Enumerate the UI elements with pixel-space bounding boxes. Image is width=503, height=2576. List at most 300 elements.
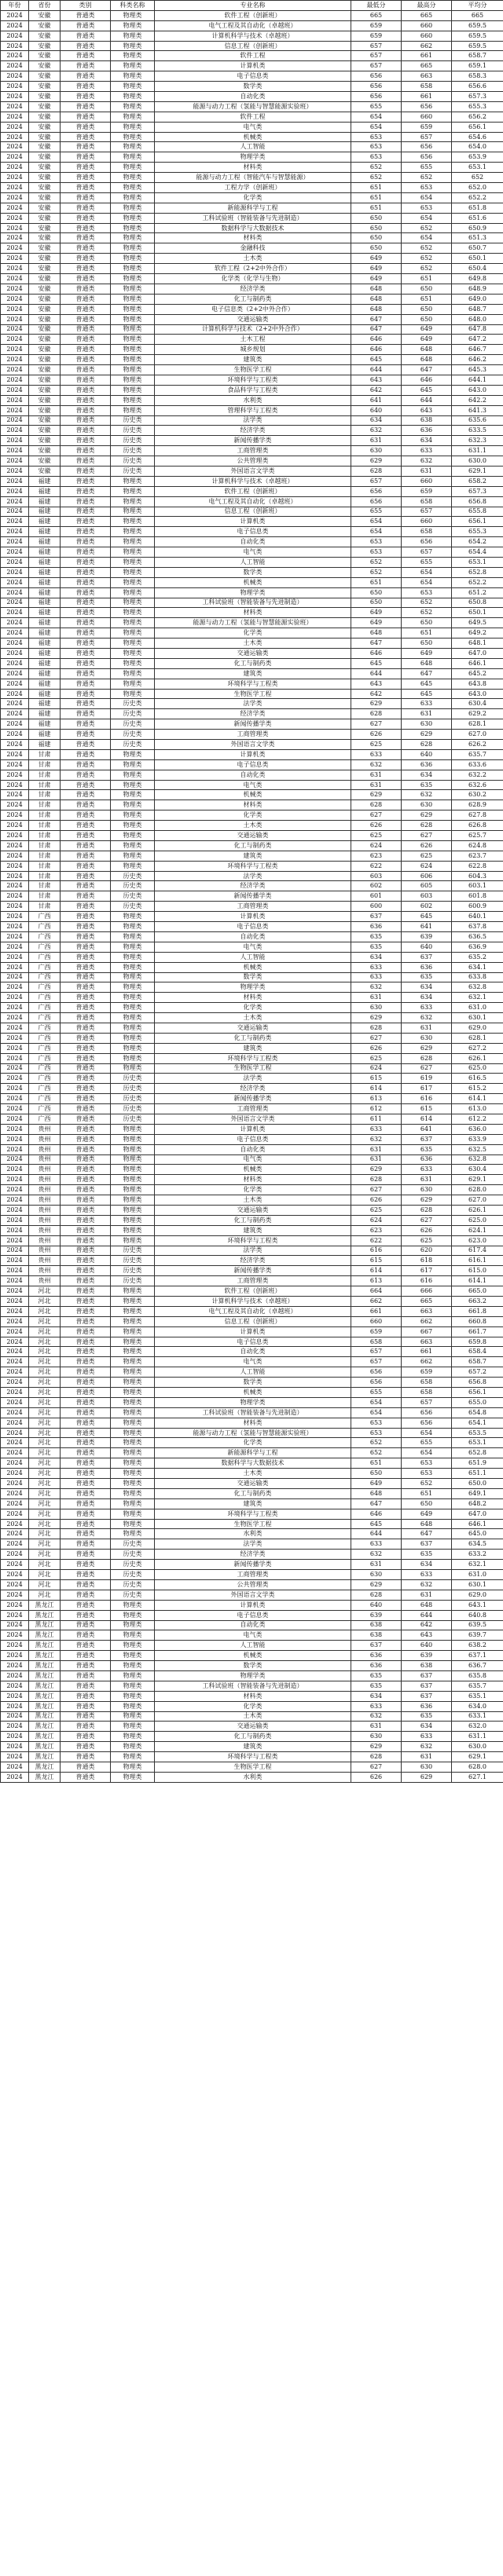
cell-min-score: 631 — [351, 993, 402, 1003]
table-row — [1, 395, 503, 405]
table-row — [1, 972, 503, 982]
table-row — [1, 426, 503, 436]
cell-major: 土木工程 — [155, 335, 351, 345]
cell-year: 2024 — [1, 740, 29, 750]
cell-province: 安徽 — [29, 314, 61, 324]
cell-subject-type: 物理类 — [111, 183, 155, 193]
cell-subject-type: 物理类 — [111, 922, 155, 932]
cell-province: 河北 — [29, 1519, 61, 1529]
cell-max-score: 618 — [402, 1256, 452, 1266]
cell-major: 经济学类 — [155, 426, 351, 436]
cell-category: 普通类 — [61, 649, 111, 659]
cell-min-score: 646 — [351, 345, 402, 355]
cell-major: 水利类 — [155, 1772, 351, 1782]
cell-subject-type: 物理类 — [111, 1144, 155, 1154]
cell-min-score: 653 — [351, 1418, 402, 1428]
table-row — [1, 1630, 503, 1641]
cell-major: 新能源科学与工程 — [155, 1448, 351, 1458]
cell-year: 2024 — [1, 1661, 29, 1671]
cell-major: 经济学类 — [155, 1550, 351, 1560]
cell-max-score: 620 — [402, 1246, 452, 1256]
cell-min-score: 602 — [351, 881, 402, 891]
table-row — [1, 82, 503, 92]
cell-max-score: 634 — [402, 770, 452, 780]
cell-category: 普通类 — [61, 1722, 111, 1732]
cell-province: 广西 — [29, 1013, 61, 1023]
cell-year: 2024 — [1, 1711, 29, 1722]
cell-year: 2024 — [1, 1084, 29, 1094]
cell-major: 环境科学与工程类 — [155, 1752, 351, 1762]
cell-year: 2024 — [1, 1529, 29, 1539]
cell-category: 普通类 — [61, 82, 111, 92]
cell-year: 2024 — [1, 415, 29, 426]
cell-max-score: 637 — [402, 1539, 452, 1550]
cell-year: 2024 — [1, 92, 29, 102]
cell-category: 普通类 — [61, 1458, 111, 1469]
cell-subject-type: 物理类 — [111, 142, 155, 152]
cell-max-score: 656 — [402, 101, 452, 112]
cell-subject-type: 物理类 — [111, 567, 155, 577]
cell-province: 河北 — [29, 1326, 61, 1337]
cell-min-score: 614 — [351, 1266, 402, 1276]
cell-max-score: 625 — [402, 851, 452, 861]
cell-avg-score: 651.6 — [452, 213, 503, 223]
cell-major: 环境科学与工程类 — [155, 375, 351, 385]
cell-max-score: 636 — [402, 1154, 452, 1165]
cell-subject-type: 物理类 — [111, 51, 155, 61]
cell-year: 2024 — [1, 780, 29, 790]
cell-year: 2024 — [1, 699, 29, 709]
cell-province: 河北 — [29, 1297, 61, 1307]
table-row — [1, 41, 503, 51]
cell-year: 2024 — [1, 1428, 29, 1438]
cell-max-score: 647 — [402, 1529, 452, 1539]
cell-category: 普通类 — [61, 405, 111, 415]
cell-province: 黑龙江 — [29, 1610, 61, 1620]
cell-category: 普通类 — [61, 831, 111, 841]
cell-subject-type: 物理类 — [111, 821, 155, 831]
cell-avg-score: 635.6 — [452, 415, 503, 426]
cell-min-score: 623 — [351, 851, 402, 861]
cell-max-score: 636 — [402, 1701, 452, 1711]
cell-avg-score: 657.3 — [452, 92, 503, 102]
cell-min-score: 633 — [351, 1124, 402, 1134]
table-row — [1, 264, 503, 274]
cell-province: 河北 — [29, 1498, 61, 1509]
cell-major: 信息工程（创新班） — [155, 507, 351, 517]
cell-subject-type: 物理类 — [111, 1013, 155, 1023]
cell-max-score: 634 — [402, 982, 452, 993]
cell-province: 黑龙江 — [29, 1742, 61, 1752]
cell-max-score: 654 — [402, 233, 452, 243]
cell-min-score: 656 — [351, 71, 402, 82]
cell-category: 普通类 — [61, 1681, 111, 1691]
cell-category: 普通类 — [61, 608, 111, 618]
cell-avg-score: 625.0 — [452, 1215, 503, 1225]
cell-province: 贵州 — [29, 1235, 61, 1246]
cell-max-score: 629 — [402, 730, 452, 740]
cell-min-score: 646 — [351, 335, 402, 345]
cell-min-score: 643 — [351, 375, 402, 385]
cell-major: 经济学类 — [155, 881, 351, 891]
cell-avg-score: 625.7 — [452, 831, 503, 841]
cell-major: 化学类 — [155, 1003, 351, 1013]
cell-min-score: 656 — [351, 1367, 402, 1378]
cell-subject-type: 物理类 — [111, 192, 155, 203]
table-row — [1, 537, 503, 547]
cell-major: 化学类 — [155, 1438, 351, 1448]
cell-category: 普通类 — [61, 1509, 111, 1519]
cell-min-score: 647 — [351, 324, 402, 335]
cell-max-score: 635 — [402, 780, 452, 790]
cell-subject-type: 物理类 — [111, 101, 155, 112]
cell-max-score: 653 — [402, 1458, 452, 1469]
table-row — [1, 1337, 503, 1347]
cell-major: 材料类 — [155, 608, 351, 618]
cell-category: 普通类 — [61, 142, 111, 152]
cell-category: 普通类 — [61, 486, 111, 496]
cell-max-score: 637 — [402, 1670, 452, 1681]
cell-province: 福建 — [29, 517, 61, 527]
cell-major: 外国语言文学类 — [155, 740, 351, 750]
table-row — [1, 1154, 503, 1165]
cell-province: 安徽 — [29, 203, 61, 213]
cell-max-score: 667 — [402, 1326, 452, 1337]
cell-category: 普通类 — [61, 1560, 111, 1570]
table-row — [1, 365, 503, 375]
cell-province: 安徽 — [29, 142, 61, 152]
cell-year: 2024 — [1, 1701, 29, 1711]
cell-province: 安徽 — [29, 132, 61, 142]
cell-avg-score: 650.7 — [452, 243, 503, 254]
cell-major: 电子信息类 — [155, 71, 351, 82]
cell-category: 普通类 — [61, 577, 111, 587]
cell-subject-type: 历史类 — [111, 1539, 155, 1550]
cell-min-score: 632 — [351, 982, 402, 993]
cell-category: 普通类 — [61, 658, 111, 668]
cell-major: 生物医学工程 — [155, 1519, 351, 1529]
cell-major: 环境科学与工程类 — [155, 1053, 351, 1063]
cell-year: 2024 — [1, 1397, 29, 1407]
cell-province: 贵州 — [29, 1175, 61, 1185]
cell-year: 2024 — [1, 1225, 29, 1235]
cell-major: 电气类 — [155, 780, 351, 790]
cell-category: 普通类 — [61, 1620, 111, 1630]
cell-max-score: 659 — [402, 122, 452, 132]
cell-province: 安徽 — [29, 284, 61, 294]
cell-avg-score: 646.7 — [452, 345, 503, 355]
cell-province: 黑龙江 — [29, 1630, 61, 1641]
table-row — [1, 618, 503, 628]
cell-min-score: 628 — [351, 1175, 402, 1185]
cell-max-score: 628 — [402, 1205, 452, 1215]
cell-category: 普通类 — [61, 1397, 111, 1407]
cell-subject-type: 物理类 — [111, 527, 155, 537]
cell-avg-score: 616.1 — [452, 1256, 503, 1266]
cell-min-score: 654 — [351, 1407, 402, 1418]
cell-subject-type: 物理类 — [111, 476, 155, 486]
cell-subject-type: 物理类 — [111, 840, 155, 851]
cell-province: 安徽 — [29, 92, 61, 102]
cell-subject-type: 物理类 — [111, 71, 155, 82]
cell-min-score: 626 — [351, 821, 402, 831]
table-row — [1, 1670, 503, 1681]
cell-province: 河北 — [29, 1428, 61, 1438]
cell-subject-type: 物理类 — [111, 496, 155, 507]
cell-year: 2024 — [1, 1519, 29, 1529]
cell-min-score: 603 — [351, 871, 402, 881]
cell-category: 普通类 — [61, 699, 111, 709]
cell-year: 2024 — [1, 446, 29, 456]
cell-avg-score: 648.0 — [452, 314, 503, 324]
table-row — [1, 598, 503, 608]
cell-subject-type: 物理类 — [111, 689, 155, 699]
cell-category: 普通类 — [61, 20, 111, 31]
cell-province: 河北 — [29, 1458, 61, 1469]
cell-year: 2024 — [1, 61, 29, 71]
table-row — [1, 183, 503, 193]
cell-major: 法学类 — [155, 699, 351, 709]
cell-max-score: 649 — [402, 649, 452, 659]
cell-year: 2024 — [1, 871, 29, 881]
cell-max-score: 665 — [402, 61, 452, 71]
cell-subject-type: 物理类 — [111, 223, 155, 233]
cell-year: 2024 — [1, 1762, 29, 1772]
table-row — [1, 122, 503, 132]
cell-min-score: 645 — [351, 355, 402, 365]
cell-province: 黑龙江 — [29, 1722, 61, 1732]
cell-min-score: 626 — [351, 1772, 402, 1782]
cell-major: 建筑类 — [155, 1498, 351, 1509]
cell-province: 福建 — [29, 496, 61, 507]
cell-year: 2024 — [1, 314, 29, 324]
cell-year: 2024 — [1, 557, 29, 567]
cell-year: 2024 — [1, 1175, 29, 1185]
cell-avg-score: 631.1 — [452, 446, 503, 456]
cell-province: 广西 — [29, 912, 61, 922]
cell-major: 建筑类 — [155, 851, 351, 861]
cell-subject-type: 物理类 — [111, 264, 155, 274]
cell-province: 福建 — [29, 709, 61, 719]
cell-subject-type: 物理类 — [111, 314, 155, 324]
cell-min-score: 661 — [351, 1306, 402, 1316]
cell-avg-score: 640.1 — [452, 912, 503, 922]
cell-year: 2024 — [1, 466, 29, 476]
cell-subject-type: 物理类 — [111, 1610, 155, 1620]
cell-province: 广西 — [29, 1063, 61, 1074]
cell-category: 普通类 — [61, 1175, 111, 1185]
cell-max-score: 641 — [402, 1124, 452, 1134]
cell-min-score: 628 — [351, 1023, 402, 1033]
cell-max-score: 628 — [402, 821, 452, 831]
cell-min-score: 612 — [351, 1104, 402, 1114]
table-row — [1, 1388, 503, 1398]
cell-major: 计算机类 — [155, 61, 351, 71]
cell-subject-type: 物理类 — [111, 335, 155, 345]
table-row — [1, 1498, 503, 1509]
cell-province: 福建 — [29, 649, 61, 659]
cell-category: 普通类 — [61, 1357, 111, 1367]
cell-province: 贵州 — [29, 1256, 61, 1266]
cell-category: 普通类 — [61, 1256, 111, 1266]
cell-category: 普通类 — [61, 101, 111, 112]
cell-category: 普通类 — [61, 719, 111, 730]
table-row — [1, 1407, 503, 1418]
cell-max-score: 648 — [402, 658, 452, 668]
cell-min-score: 652 — [351, 557, 402, 567]
cell-category: 普通类 — [61, 1448, 111, 1458]
cell-category: 普通类 — [61, 1670, 111, 1681]
cell-province: 安徽 — [29, 10, 61, 20]
cell-category: 普通类 — [61, 982, 111, 993]
cell-subject-type: 物理类 — [111, 1651, 155, 1661]
table-row — [1, 810, 503, 821]
cell-year: 2024 — [1, 1590, 29, 1600]
cell-province: 广西 — [29, 952, 61, 962]
cell-province: 安徽 — [29, 264, 61, 274]
cell-subject-type: 物理类 — [111, 831, 155, 841]
cell-major: 机械类 — [155, 1165, 351, 1175]
cell-avg-score: 601.8 — [452, 891, 503, 902]
cell-category: 普通类 — [61, 51, 111, 61]
table-row — [1, 891, 503, 902]
cell-year: 2024 — [1, 1670, 29, 1681]
cell-year: 2024 — [1, 821, 29, 831]
cell-category: 普通类 — [61, 1246, 111, 1256]
cell-min-score: 659 — [351, 31, 402, 41]
cell-min-score: 626 — [351, 1195, 402, 1206]
cell-avg-score: 653.5 — [452, 1428, 503, 1438]
cell-max-score: 648 — [402, 345, 452, 355]
cell-max-score: 651 — [402, 1488, 452, 1498]
cell-province: 安徽 — [29, 426, 61, 436]
table-row — [1, 1519, 503, 1529]
cell-max-score: 637 — [402, 1681, 452, 1691]
cell-max-score: 633 — [402, 699, 452, 709]
cell-category: 普通类 — [61, 1772, 111, 1782]
cell-province: 福建 — [29, 507, 61, 517]
cell-category: 普通类 — [61, 446, 111, 456]
table-row — [1, 517, 503, 527]
table-row — [1, 1175, 503, 1185]
cell-max-score: 652 — [402, 264, 452, 274]
cell-min-score: 640 — [351, 405, 402, 415]
cell-max-score: 617 — [402, 1266, 452, 1276]
cell-avg-score: 634.1 — [452, 962, 503, 972]
cell-category: 普通类 — [61, 223, 111, 233]
cell-year: 2024 — [1, 335, 29, 345]
table-row — [1, 962, 503, 972]
cell-province: 安徽 — [29, 355, 61, 365]
cell-major: 化学类 — [155, 192, 351, 203]
cell-category: 普通类 — [61, 294, 111, 304]
cell-min-score: 652 — [351, 567, 402, 577]
table-row — [1, 1357, 503, 1367]
table-row — [1, 709, 503, 719]
cell-major: 软件工程（创新班） — [155, 486, 351, 496]
cell-year: 2024 — [1, 1438, 29, 1448]
cell-subject-type: 物理类 — [111, 355, 155, 365]
cell-max-score: 635 — [402, 972, 452, 982]
cell-avg-score: 658.3 — [452, 71, 503, 82]
cell-year: 2024 — [1, 1630, 29, 1641]
table-row — [1, 324, 503, 335]
cell-subject-type: 物理类 — [111, 1469, 155, 1479]
cell-category: 普通类 — [61, 1235, 111, 1246]
cell-subject-type: 物理类 — [111, 628, 155, 639]
cell-major: 生物医学工程 — [155, 689, 351, 699]
table-row — [1, 446, 503, 456]
cell-major: 电子信息类（2+2中外合作） — [155, 304, 351, 314]
cell-year: 2024 — [1, 1154, 29, 1165]
cell-avg-score: 633.1 — [452, 1711, 503, 1722]
cell-major: 化学类 — [155, 1185, 351, 1195]
table-row — [1, 1651, 503, 1661]
cell-subject-type: 物理类 — [111, 82, 155, 92]
cell-province: 河北 — [29, 1570, 61, 1580]
cell-year: 2024 — [1, 1357, 29, 1367]
cell-subject-type: 物理类 — [111, 759, 155, 770]
cell-min-score: 611 — [351, 1114, 402, 1124]
cell-province: 贵州 — [29, 1205, 61, 1215]
cell-min-score: 653 — [351, 547, 402, 558]
cell-avg-score: 637.1 — [452, 1651, 503, 1661]
cell-category: 普通类 — [61, 1003, 111, 1013]
cell-province: 河北 — [29, 1347, 61, 1357]
cell-min-score: 625 — [351, 831, 402, 841]
cell-subject-type: 物理类 — [111, 1124, 155, 1134]
cell-province: 广西 — [29, 1033, 61, 1043]
cell-max-score: 617 — [402, 1084, 452, 1094]
cell-subject-type: 历史类 — [111, 1570, 155, 1580]
cell-province: 福建 — [29, 618, 61, 628]
cell-category: 普通类 — [61, 1661, 111, 1671]
cell-province: 福建 — [29, 740, 61, 750]
cell-avg-score: 627.2 — [452, 1043, 503, 1053]
cell-subject-type: 物理类 — [111, 1297, 155, 1307]
table-row — [1, 92, 503, 102]
cell-subject-type: 物理类 — [111, 1509, 155, 1519]
cell-category: 普通类 — [61, 112, 111, 122]
cell-province: 黑龙江 — [29, 1641, 61, 1651]
cell-province: 贵州 — [29, 1266, 61, 1276]
cell-subject-type: 物理类 — [111, 749, 155, 759]
cell-max-score: 633 — [402, 446, 452, 456]
table-row — [1, 476, 503, 486]
table-row — [1, 254, 503, 264]
cell-major: 化工与制药类 — [155, 294, 351, 304]
cell-max-score: 631 — [402, 709, 452, 719]
cell-major: 工商管理类 — [155, 1276, 351, 1286]
cell-province: 贵州 — [29, 1215, 61, 1225]
cell-subject-type: 物理类 — [111, 1134, 155, 1144]
cell-subject-type: 历史类 — [111, 1590, 155, 1600]
cell-province: 安徽 — [29, 345, 61, 355]
cell-year: 2024 — [1, 243, 29, 254]
cell-max-score: 650 — [402, 284, 452, 294]
table-row — [1, 1205, 503, 1215]
cell-max-score: 660 — [402, 31, 452, 41]
cell-category: 普通类 — [61, 931, 111, 942]
cell-major: 机械类 — [155, 132, 351, 142]
cell-major: 法学类 — [155, 1246, 351, 1256]
cell-province: 甘肃 — [29, 749, 61, 759]
cell-subject-type: 历史类 — [111, 1560, 155, 1570]
cell-category: 普通类 — [61, 598, 111, 608]
cell-avg-score: 628.0 — [452, 1762, 503, 1772]
cell-avg-score: 632.1 — [452, 1560, 503, 1570]
cell-max-score: 632 — [402, 456, 452, 467]
